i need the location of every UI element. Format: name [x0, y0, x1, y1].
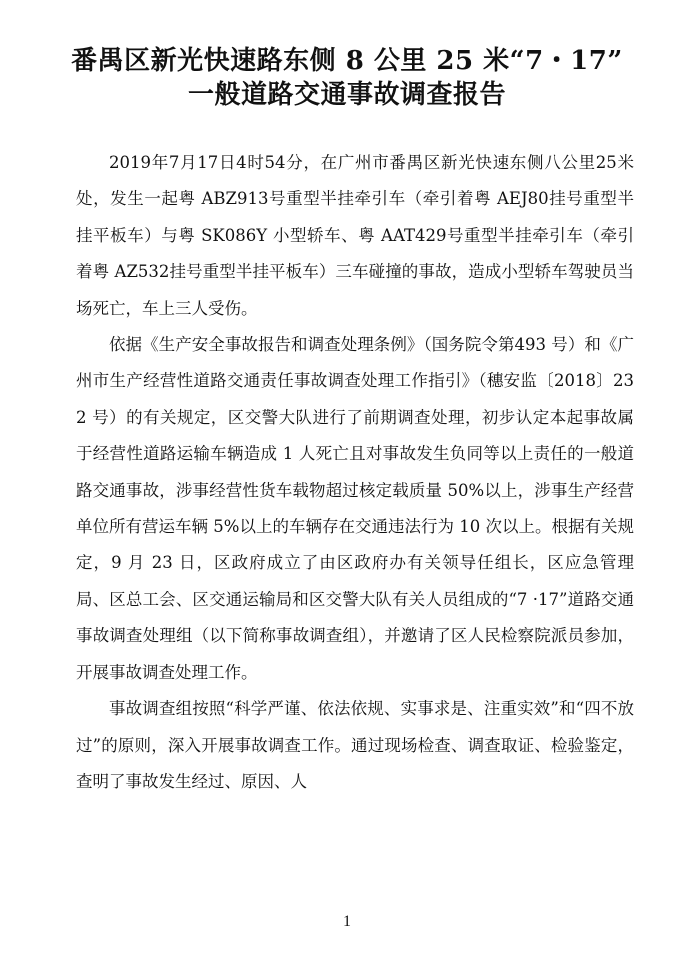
- paragraph-legal-basis: 依据《生产安全事故报告和调查处理条例》（国务院令第493 号）和《广州市生产经营性道路交通责任事故调查处理工作指引》（穗安监〔2018〕232 号）的有关规定，区交警大队进行了前期调查处理，初步认定本起事故属于经营性道路运输车辆造成 1 人死亡且对事故发生负同等以上责任的一般道路交通事故，涉事经营性货车载物超过核定载质量 50%以上，涉事生产经营单位所有营运车辆 5%以上的车辆存在交通违法行为 10 次以上。根据有关规定，9 月 23 日，区政府成立了由区政府办有关领导任组长，区应急管理局、区总工会、区交通运输局和区交警大队有关人员组成的“7 ·17”道路交通事故调查处理组（以下简称事故调查组），并邀请了区人民检察院派员参加，开展事故调查处理工作。: [76, 335, 634, 682]
- document-body: [76, 145, 634, 800]
- page-number: 1: [343, 913, 351, 930]
- document-title-line-2: 一般道路交通事故调查报告: [187, 80, 506, 110]
- paragraph-accident-summary: 2019年7月17日4时54分，在广州市番禺区新光快速东侧八公里25米处，发生一起粤 ABZ913号重型半挂牵引车（牵引着粤 AEJ80挂号重型半挂平板车）与粤 SK086Y 小型轿车、粤 AAT429号重型半挂牵引车（牵引着粤 AZ532挂号重型半挂平板车）三车碰撞的事故，造成小型轿车驾驶员当场死亡，车上三人受伤。: [76, 153, 634, 318]
- document-title-line-1: 番禺区新光快速路东侧 8 公里 25 米“7・17”: [71, 46, 623, 76]
- paragraph-investigation: 事故调查组按照“科学严谨、依法依规、实事求是、注重实效”和“四不放过”的原则，深入开展事故调查工作。通过现场检查、调查取证、检验鉴定，查明了事故发生经过、原因、人: [76, 699, 634, 791]
